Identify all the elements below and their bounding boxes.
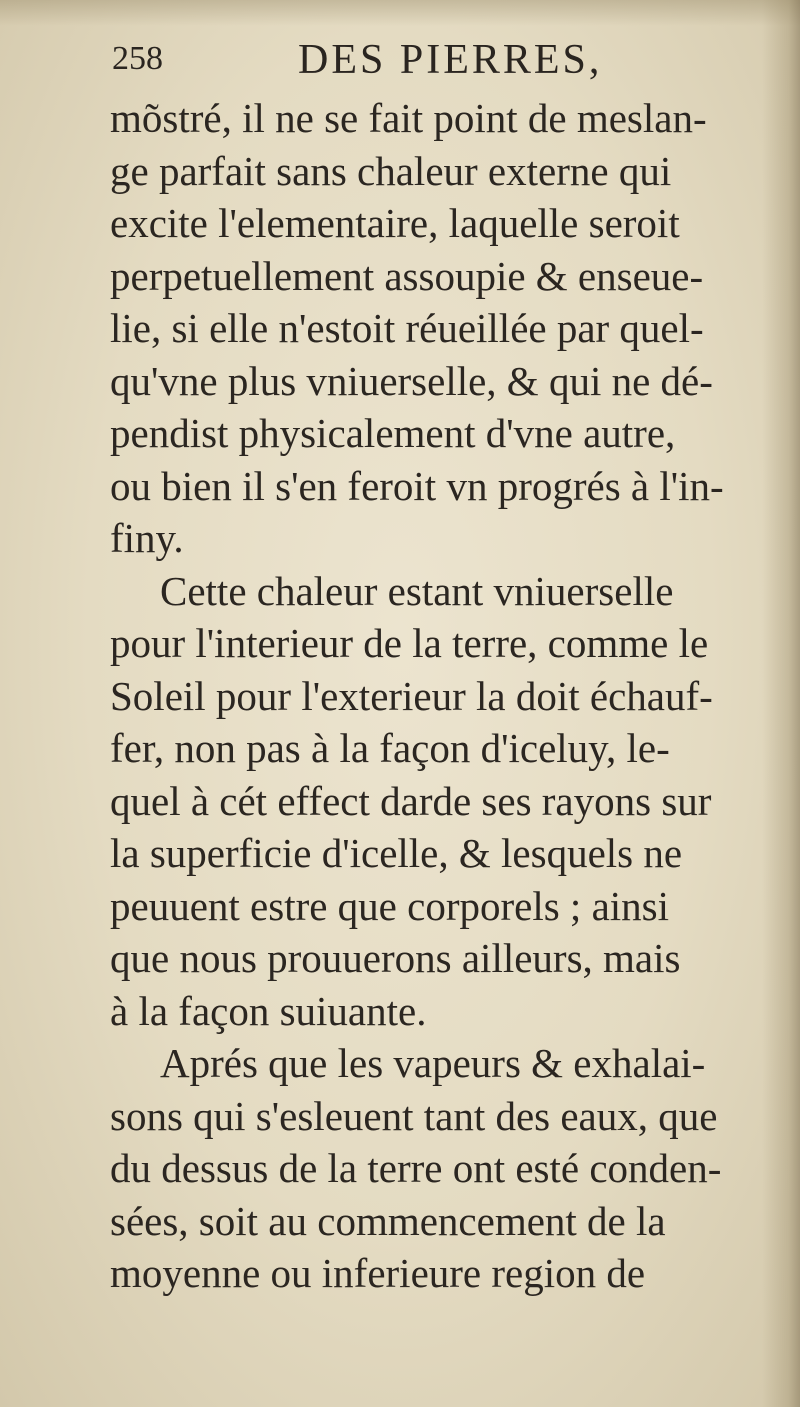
text-line: fer, non pas à la façon d'iceluy, le-: [110, 725, 670, 771]
body-text: [110, 92, 770, 1300]
text-line: lie, si elle n'estoit réueillée par quel-: [110, 305, 704, 351]
text-line: quel à cét effect darde ses rayons sur: [110, 777, 712, 824]
text-line: excite l'elementaire, laquelle seroit: [110, 200, 680, 246]
text-line: ou bien il s'en feroit vn progrés à l'in-: [110, 462, 724, 509]
paragraph-start-line: Cette chaleur estant vniuerselle: [160, 567, 674, 614]
text-line: du dessus de la terre ont esté conden-: [110, 1145, 722, 1191]
text-line: peuuent estre que corporels ; ainsi: [110, 882, 670, 929]
text-line: que nous prouuerons ailleurs, mais: [110, 935, 681, 981]
running-head: DES PIERRES,: [298, 37, 603, 83]
page-top-shadow: [0, 0, 800, 26]
text-line: à la façon suiuante.: [110, 987, 427, 1034]
text-line: qu'vne plus vniuerselle, & qui ne dé-: [110, 357, 713, 404]
text-line: moyenne ou inferieure region de: [110, 1250, 646, 1296]
page-header: [112, 36, 672, 86]
page-number: 258: [112, 40, 163, 77]
text-line: Soleil pour l'exterieur la doit échauf-: [110, 672, 713, 719]
text-line: pour l'interieur de la terre, comme le: [110, 620, 709, 666]
text-line: ge parfait sans chaleur externe qui: [110, 147, 672, 194]
text-line: sons qui s'esleuent tant des eaux, que: [110, 1092, 718, 1139]
text-line: perpetuellement assoupie & enseue-: [110, 252, 704, 299]
text-line: mõstré, il ne se fait point de meslan-: [110, 95, 707, 141]
text-line: finy.: [110, 515, 184, 561]
text-line: pendist physicalement d'vne autre,: [110, 410, 676, 456]
paragraph-start-line: Aprés que les vapeurs & exhalai-: [160, 1040, 706, 1086]
text-line: sées, soit au commencement de la: [110, 1197, 666, 1244]
text-line: la superficie d'icelle, & lesquels ne: [110, 830, 683, 876]
